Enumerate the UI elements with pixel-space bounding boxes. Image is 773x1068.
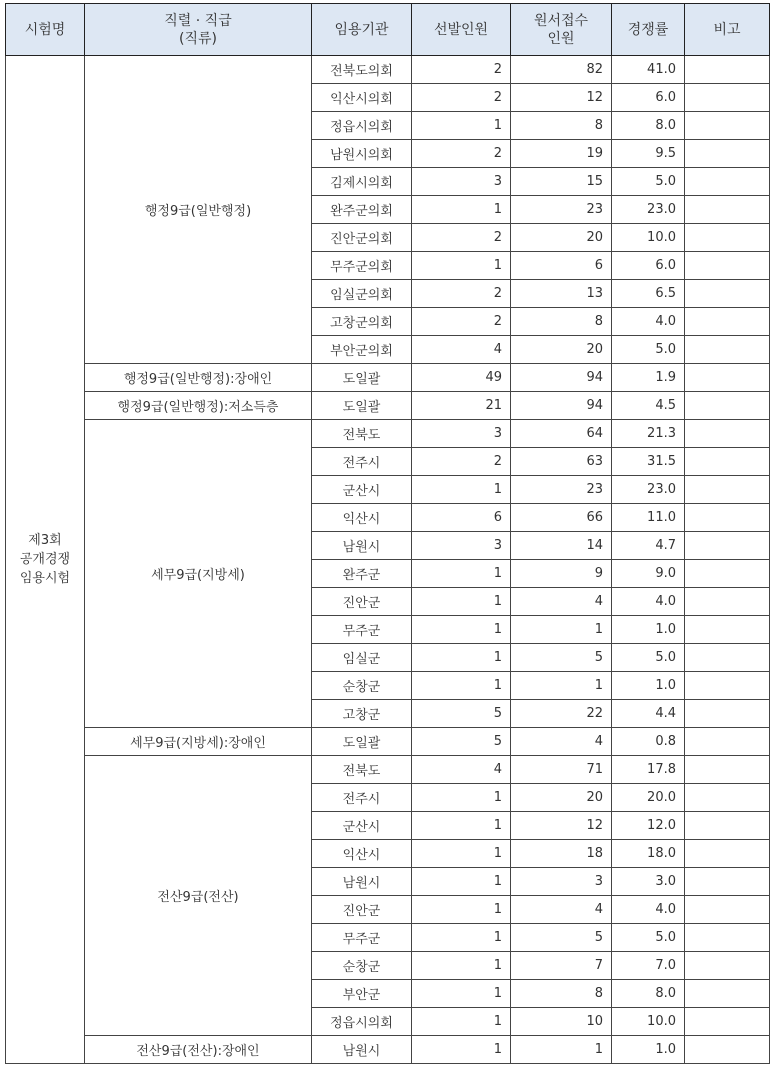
applicants-count-cell: 66 xyxy=(511,504,612,532)
selected-count-cell: 3 xyxy=(412,168,511,196)
note-cell xyxy=(685,560,770,588)
exam-name-cell xyxy=(6,56,85,1064)
note-cell xyxy=(685,252,770,280)
note-cell xyxy=(685,700,770,728)
selected-count-cell: 1 xyxy=(412,644,511,672)
selected-count-cell: 1 xyxy=(412,952,511,980)
selected-count-cell: 1 xyxy=(412,896,511,924)
agency-cell: 전주시 xyxy=(312,784,412,812)
competition-rate-cell: 8.0 xyxy=(612,980,685,1008)
competition-rate-cell: 23.0 xyxy=(612,476,685,504)
header-selected: 선발인원 xyxy=(412,4,511,56)
position-cell: 행정9급(일반행정):저소득층 xyxy=(85,392,312,420)
applicants-count-cell: 4 xyxy=(511,728,612,756)
agency-cell: 고창군 xyxy=(312,700,412,728)
agency-cell: 군산시 xyxy=(312,476,412,504)
note-cell xyxy=(685,644,770,672)
agency-cell: 부안군 xyxy=(312,980,412,1008)
applicants-count-cell: 63 xyxy=(511,448,612,476)
agency-cell: 부안군의회 xyxy=(312,336,412,364)
applicants-count-cell: 6 xyxy=(511,252,612,280)
applicants-count-cell: 23 xyxy=(511,196,612,224)
competition-rate-cell: 5.0 xyxy=(612,644,685,672)
applicants-count-cell: 4 xyxy=(511,588,612,616)
agency-cell: 진안군 xyxy=(312,896,412,924)
competition-rate-cell: 5.0 xyxy=(612,336,685,364)
applicants-count-cell: 82 xyxy=(511,56,612,84)
header-exam: 시험명 xyxy=(6,4,85,56)
note-cell xyxy=(685,896,770,924)
selected-count-cell: 1 xyxy=(412,1008,511,1036)
agency-cell: 임실군의회 xyxy=(312,280,412,308)
note-cell xyxy=(685,952,770,980)
agency-cell: 익산시 xyxy=(312,840,412,868)
selected-count-cell: 1 xyxy=(412,868,511,896)
note-cell xyxy=(685,504,770,532)
selected-count-cell: 1 xyxy=(412,560,511,588)
selected-count-cell: 3 xyxy=(412,420,511,448)
applicants-count-cell: 3 xyxy=(511,868,612,896)
selected-count-cell: 5 xyxy=(412,728,511,756)
competition-rate-cell: 5.0 xyxy=(612,168,685,196)
note-cell xyxy=(685,616,770,644)
applicants-count-cell: 8 xyxy=(511,980,612,1008)
note-cell xyxy=(685,280,770,308)
competition-rate-cell: 23.0 xyxy=(612,196,685,224)
applicants-count-cell: 1 xyxy=(511,1036,612,1064)
agency-cell: 완주군의회 xyxy=(312,196,412,224)
agency-cell: 전북도의회 xyxy=(312,56,412,84)
note-cell xyxy=(685,728,770,756)
competition-rate-cell: 21.3 xyxy=(612,420,685,448)
note-cell xyxy=(685,84,770,112)
selected-count-cell: 4 xyxy=(412,336,511,364)
competition-rate-cell: 9.0 xyxy=(612,560,685,588)
header-applicants-line2: 인원 xyxy=(547,30,575,47)
applicants-count-cell: 8 xyxy=(511,308,612,336)
selected-count-cell: 2 xyxy=(412,56,511,84)
applicants-count-cell: 8 xyxy=(511,112,612,140)
note-cell xyxy=(685,812,770,840)
applicants-count-cell: 19 xyxy=(511,140,612,168)
selected-count-cell: 1 xyxy=(412,840,511,868)
competition-rate-cell: 11.0 xyxy=(612,504,685,532)
note-cell xyxy=(685,840,770,868)
note-cell xyxy=(685,924,770,952)
selected-count-cell: 1 xyxy=(412,112,511,140)
applicants-count-cell: 5 xyxy=(511,924,612,952)
competition-rate-cell: 8.0 xyxy=(612,112,685,140)
agency-cell: 순창군 xyxy=(312,672,412,700)
table-row xyxy=(6,392,770,420)
applicants-count-cell: 10 xyxy=(511,1008,612,1036)
table-row xyxy=(6,364,770,392)
selected-count-cell: 49 xyxy=(412,364,511,392)
selected-count-cell: 1 xyxy=(412,588,511,616)
agency-cell: 무주군 xyxy=(312,616,412,644)
competition-rate-cell: 5.0 xyxy=(612,924,685,952)
competition-rate-cell: 3.0 xyxy=(612,868,685,896)
competition-rate-cell: 12.0 xyxy=(612,812,685,840)
note-cell xyxy=(685,112,770,140)
selected-count-cell: 4 xyxy=(412,756,511,784)
applicants-count-cell: 1 xyxy=(511,672,612,700)
position-cell: 전산9급(전산):장애인 xyxy=(85,1036,312,1064)
competition-rate-cell: 20.0 xyxy=(612,784,685,812)
header-applicants xyxy=(511,4,612,56)
position-cell: 세무9급(지방세) xyxy=(85,420,312,728)
selected-count-cell: 1 xyxy=(412,784,511,812)
applicants-count-cell: 23 xyxy=(511,476,612,504)
table-row xyxy=(6,1036,770,1064)
agency-cell: 도일괄 xyxy=(312,728,412,756)
header-note: 비고 xyxy=(685,4,770,56)
agency-cell: 남원시 xyxy=(312,1036,412,1064)
selected-count-cell: 3 xyxy=(412,532,511,560)
competition-rate-cell: 1.0 xyxy=(612,1036,685,1064)
selected-count-cell: 6 xyxy=(412,504,511,532)
header-row xyxy=(6,4,770,56)
selected-count-cell: 1 xyxy=(412,1036,511,1064)
note-cell xyxy=(685,392,770,420)
selected-count-cell: 1 xyxy=(412,812,511,840)
selected-count-cell: 21 xyxy=(412,392,511,420)
note-cell xyxy=(685,532,770,560)
exam-name-line1: 제3회 xyxy=(28,533,62,548)
agency-cell: 익산시의회 xyxy=(312,84,412,112)
position-cell: 전산9급(전산) xyxy=(85,756,312,1036)
exam-name-line2: 공개경쟁 xyxy=(19,552,71,567)
selected-count-cell: 2 xyxy=(412,84,511,112)
competition-rate-cell: 4.5 xyxy=(612,392,685,420)
competition-rate-cell: 17.8 xyxy=(612,756,685,784)
agency-cell: 무주군의회 xyxy=(312,252,412,280)
competition-rate-cell: 6.0 xyxy=(612,84,685,112)
applicants-count-cell: 71 xyxy=(511,756,612,784)
selected-count-cell: 2 xyxy=(412,140,511,168)
header-position xyxy=(85,4,312,56)
applicants-count-cell: 7 xyxy=(511,952,612,980)
agency-cell: 고창군의회 xyxy=(312,308,412,336)
note-cell xyxy=(685,168,770,196)
competition-rate-cell: 6.5 xyxy=(612,280,685,308)
note-cell xyxy=(685,56,770,84)
competition-rate-cell: 4.4 xyxy=(612,700,685,728)
results-table-container xyxy=(5,3,770,1064)
agency-cell: 김제시의회 xyxy=(312,168,412,196)
competition-rate-cell: 6.0 xyxy=(612,252,685,280)
agency-cell: 도일괄 xyxy=(312,364,412,392)
position-cell: 행정9급(일반행정):장애인 xyxy=(85,364,312,392)
competition-rate-cell: 31.5 xyxy=(612,448,685,476)
position-cell: 행정9급(일반행정) xyxy=(85,56,312,364)
header-applicants-line1: 원서접수 xyxy=(533,12,589,29)
selected-count-cell: 5 xyxy=(412,700,511,728)
agency-cell: 정읍시의회 xyxy=(312,1008,412,1036)
agency-cell: 진안군의회 xyxy=(312,224,412,252)
applicants-count-cell: 12 xyxy=(511,812,612,840)
applicants-count-cell: 15 xyxy=(511,168,612,196)
table-row xyxy=(6,56,770,84)
table-row xyxy=(6,728,770,756)
table-row xyxy=(6,420,770,448)
selected-count-cell: 1 xyxy=(412,672,511,700)
competition-rate-cell: 4.0 xyxy=(612,588,685,616)
header-position-line2: (직류) xyxy=(179,30,217,47)
note-cell xyxy=(685,784,770,812)
applicants-count-cell: 94 xyxy=(511,392,612,420)
applicants-count-cell: 94 xyxy=(511,364,612,392)
agency-cell: 완주군 xyxy=(312,560,412,588)
agency-cell: 도일괄 xyxy=(312,392,412,420)
applicants-count-cell: 14 xyxy=(511,532,612,560)
note-cell xyxy=(685,868,770,896)
note-cell xyxy=(685,756,770,784)
agency-cell: 군산시 xyxy=(312,812,412,840)
applicants-count-cell: 20 xyxy=(511,336,612,364)
competition-rate-cell: 7.0 xyxy=(612,952,685,980)
competition-rate-cell: 10.0 xyxy=(612,1008,685,1036)
applicants-count-cell: 20 xyxy=(511,784,612,812)
competition-rate-cell: 1.9 xyxy=(612,364,685,392)
applicants-count-cell: 13 xyxy=(511,280,612,308)
applicants-count-cell: 9 xyxy=(511,560,612,588)
selected-count-cell: 2 xyxy=(412,224,511,252)
applicants-count-cell: 22 xyxy=(511,700,612,728)
applicants-count-cell: 64 xyxy=(511,420,612,448)
note-cell xyxy=(685,588,770,616)
competition-rate-cell: 4.0 xyxy=(612,308,685,336)
agency-cell: 진안군 xyxy=(312,588,412,616)
competition-rate-cell: 1.0 xyxy=(612,616,685,644)
exam-name-line3: 임용시험 xyxy=(19,571,71,586)
note-cell xyxy=(685,364,770,392)
agency-cell: 전북도 xyxy=(312,420,412,448)
selected-count-cell: 2 xyxy=(412,280,511,308)
selected-count-cell: 2 xyxy=(412,308,511,336)
selected-count-cell: 1 xyxy=(412,196,511,224)
applicants-count-cell: 1 xyxy=(511,616,612,644)
competition-rate-cell: 18.0 xyxy=(612,840,685,868)
note-cell xyxy=(685,476,770,504)
agency-cell: 전북도 xyxy=(312,756,412,784)
applicants-count-cell: 4 xyxy=(511,896,612,924)
selected-count-cell: 1 xyxy=(412,980,511,1008)
competition-rate-cell: 9.5 xyxy=(612,140,685,168)
table-row xyxy=(6,756,770,784)
competition-rate-cell: 4.7 xyxy=(612,532,685,560)
agency-cell: 순창군 xyxy=(312,952,412,980)
note-cell xyxy=(685,448,770,476)
competition-rate-cell: 10.0 xyxy=(612,224,685,252)
agency-cell: 남원시 xyxy=(312,532,412,560)
position-cell: 세무9급(지방세):장애인 xyxy=(85,728,312,756)
competition-rate-cell: 41.0 xyxy=(612,56,685,84)
note-cell xyxy=(685,1008,770,1036)
selected-count-cell: 1 xyxy=(412,476,511,504)
note-cell xyxy=(685,980,770,1008)
agency-cell: 전주시 xyxy=(312,448,412,476)
agency-cell: 정읍시의회 xyxy=(312,112,412,140)
selected-count-cell: 1 xyxy=(412,924,511,952)
agency-cell: 익산시 xyxy=(312,504,412,532)
applicants-count-cell: 12 xyxy=(511,84,612,112)
note-cell xyxy=(685,672,770,700)
note-cell xyxy=(685,140,770,168)
competition-rate-cell: 1.0 xyxy=(612,672,685,700)
header-rate: 경쟁률 xyxy=(612,4,685,56)
competition-rate-cell: 0.8 xyxy=(612,728,685,756)
applicants-count-cell: 5 xyxy=(511,644,612,672)
selected-count-cell: 1 xyxy=(412,616,511,644)
table-body xyxy=(6,56,770,1064)
agency-cell: 임실군 xyxy=(312,644,412,672)
note-cell xyxy=(685,224,770,252)
note-cell xyxy=(685,336,770,364)
selected-count-cell: 1 xyxy=(412,252,511,280)
note-cell xyxy=(685,1036,770,1064)
note-cell xyxy=(685,420,770,448)
applicants-count-cell: 20 xyxy=(511,224,612,252)
note-cell xyxy=(685,308,770,336)
note-cell xyxy=(685,196,770,224)
selected-count-cell: 2 xyxy=(412,448,511,476)
agency-cell: 남원시 xyxy=(312,868,412,896)
header-position-line1: 직렬 · 직급 xyxy=(164,12,232,29)
applicants-count-cell: 18 xyxy=(511,840,612,868)
agency-cell: 남원시의회 xyxy=(312,140,412,168)
agency-cell: 무주군 xyxy=(312,924,412,952)
competition-rate-cell: 4.0 xyxy=(612,896,685,924)
header-agency: 임용기관 xyxy=(312,4,412,56)
recruitment-results-table xyxy=(5,3,770,1064)
